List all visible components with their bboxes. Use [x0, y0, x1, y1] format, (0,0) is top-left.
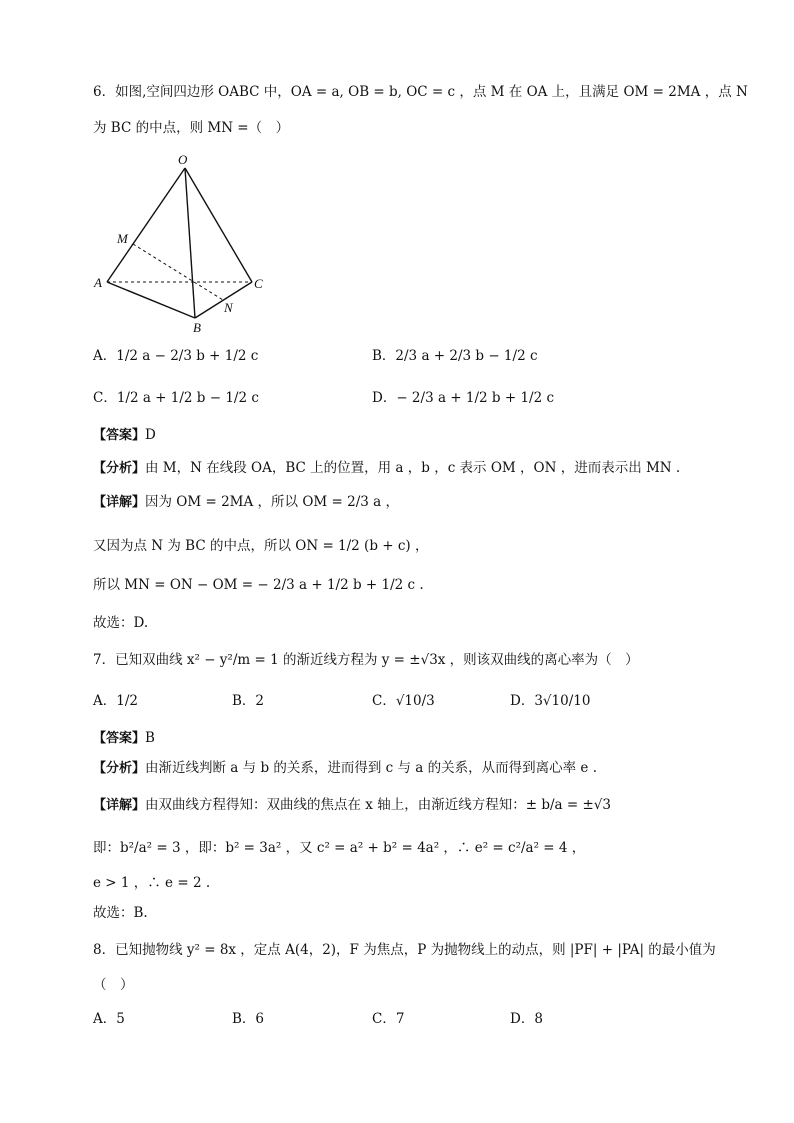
edge-ob	[185, 168, 195, 318]
q7-detail-3: e > 1 ，∴ e = 2 .	[93, 875, 211, 891]
label-c: C	[254, 276, 263, 291]
q6-conclusion: 故选：D.	[93, 615, 149, 631]
q8-option-b: B．6	[232, 1011, 265, 1027]
q6-option-c: C．1/2 a + 1/2 b − 1/2 c	[93, 390, 259, 406]
q8-option-c: C．7	[372, 1011, 405, 1027]
q6-stem-line1: 6．如图,空间四边形 OABC 中，OA = a, OB = b, OC = c ，点 M 在 OA 上，且满足 OM = 2MA ，点 N	[93, 84, 748, 100]
q7-conclusion: 故选：B.	[93, 905, 148, 921]
answer-value: B	[145, 730, 155, 746]
analysis-text: 由 M，N 在线段 OA，BC 上的位置，用 a ，b ，c 表示 OM ，ON ，进而表示出 MN .	[145, 460, 681, 476]
analysis-tag: 【分析】	[93, 761, 146, 776]
analysis-tag: 【分析】	[93, 461, 146, 476]
q6-option-b: B．2/3 a + 2/3 b − 1/2 c	[372, 348, 538, 364]
answer-tag: 【答案】	[93, 428, 146, 443]
edge-ab	[107, 282, 195, 318]
edge-oa	[107, 168, 185, 282]
label-n: N	[224, 300, 233, 315]
q6-detail-1	[93, 492, 399, 513]
label-a: A	[94, 275, 102, 290]
q6-answer	[93, 425, 156, 446]
detail-text: 因为 OM = 2MA ，所以 OM = 2/3 a ，	[145, 494, 399, 510]
q6-detail-2: 又因为点 N 为 BC 的中点，所以 ON = 1/2 (b + c) ，	[93, 538, 429, 554]
detail-tag: 【详解】	[93, 495, 146, 510]
q7-option-c: C．√10/3	[372, 693, 435, 709]
q7-option-a: A．1/2	[93, 693, 138, 709]
edge-oc	[185, 168, 252, 282]
q6-option-d: D．− 2/3 a + 1/2 b + 1/2 c	[372, 390, 555, 406]
q8-option-a: A．5	[93, 1011, 125, 1027]
q6-analysis	[93, 458, 680, 479]
analysis-text: 由渐近线判断 a 与 b 的关系，进而得到 c 与 a 的关系，从而得到离心率 e .	[145, 760, 598, 776]
answer-tag: 【答案】	[93, 731, 146, 746]
segment-mn-hidden	[133, 244, 223, 300]
q7-detail-2: 即：b²/a² = 3 ，即：b² = 3a² ，又 c² = a² + b² = 4a² ，∴ e² = c²/a² = 4 ，	[93, 840, 586, 856]
q7-answer	[93, 728, 155, 749]
q7-analysis	[93, 758, 597, 779]
label-b: B	[193, 320, 201, 335]
q7-option-b: B．2	[232, 693, 265, 709]
q8-stem-line1: 8．已知抛物线 y² = 8x ，定点 A(4，2)，F 为焦点，P 为抛物线上的动点，则 |PF| + |PA| 的最小值为	[93, 942, 716, 958]
tetrahedron-figure	[92, 148, 282, 338]
q6-option-a: A．1/2 a − 2/3 b + 1/2 c	[93, 348, 259, 364]
q7-option-d: D．3√10/10	[510, 693, 591, 709]
detail-tag: 【详解】	[93, 798, 146, 813]
label-o: O	[178, 152, 188, 167]
q6-stem-line2: 为 BC 的中点，则 MN =（ ）	[93, 120, 290, 136]
q7-detail-1	[93, 795, 611, 816]
label-m: M	[117, 231, 128, 246]
q8-option-d: D．8	[510, 1011, 543, 1027]
q7-stem: 7．已知双曲线 x² − y²/m = 1 的渐近线方程为 y = ±√3x ，则该双曲线的离心率为（ ）	[93, 652, 639, 668]
detail-text: 由双曲线方程得知：双曲线的焦点在 x 轴上，由渐近线方程知：± b/a = ±√3	[145, 797, 611, 813]
q8-stem-line2: （ ）	[93, 977, 134, 993]
q6-detail-3: 所以 MN = ON − OM = − 2/3 a + 1/2 b + 1/2 c .	[93, 577, 424, 593]
answer-value: D	[145, 427, 156, 443]
